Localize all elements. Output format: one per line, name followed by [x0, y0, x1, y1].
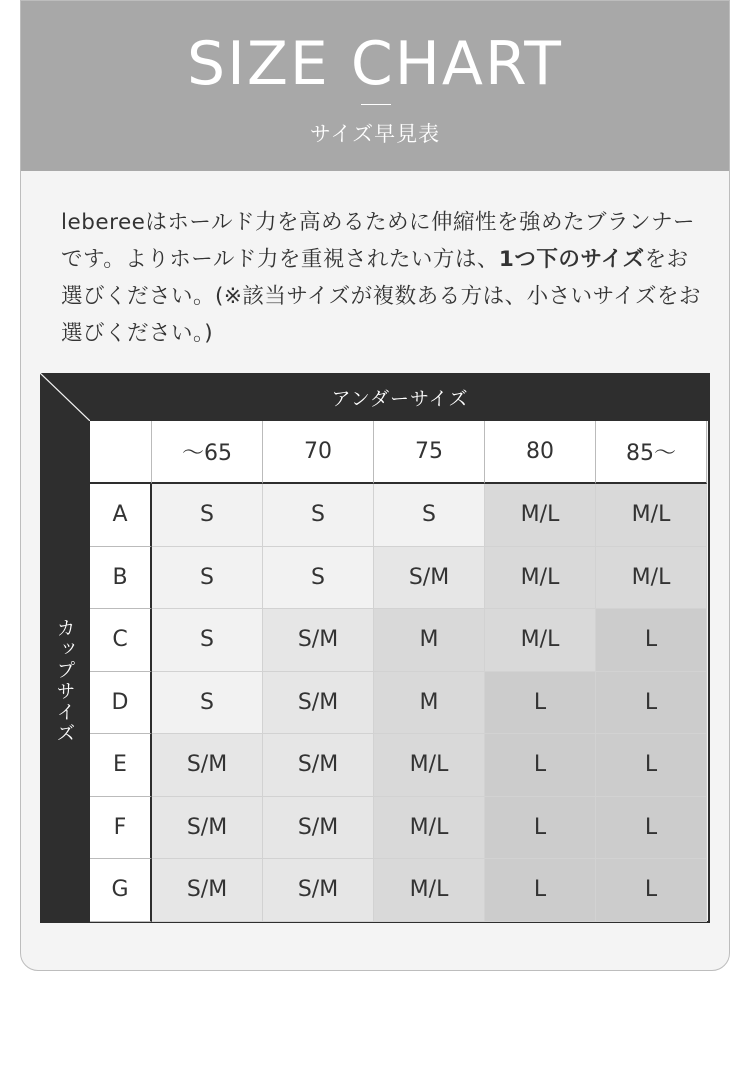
description-part1: lebereeはホールド力を高めるために伸縮性を強めたブランナーです。よりホールド力を重視されたい方は、: [61, 210, 695, 272]
size-cell: M/L: [374, 734, 485, 797]
size-cell: M/L: [485, 484, 596, 547]
size-cell: L: [485, 734, 596, 797]
column-header: 85〜: [596, 421, 707, 484]
size-table: [40, 373, 710, 923]
size-cell: S/M: [263, 859, 374, 922]
cup-size-sidebar: [40, 421, 90, 923]
size-cell: M: [374, 609, 485, 672]
row-header-cup: G: [90, 859, 152, 922]
size-cell: S: [152, 609, 263, 672]
size-cell: L: [596, 734, 707, 797]
size-cell: M/L: [485, 547, 596, 610]
size-cell: M: [374, 672, 485, 735]
size-cell: L: [485, 859, 596, 922]
size-cell: S: [152, 484, 263, 547]
description-bold: 1つ下のサイズ: [498, 247, 645, 272]
size-cell: L: [596, 797, 707, 860]
size-cell: L: [485, 672, 596, 735]
size-cell: S/M: [374, 547, 485, 610]
size-cell: M/L: [596, 484, 707, 547]
size-cell: S/M: [263, 609, 374, 672]
size-cell: L: [596, 859, 707, 922]
size-cell: S: [263, 547, 374, 610]
row-header-cup: E: [90, 734, 152, 797]
description-part2: をお選びください。(※該当サイズが複数ある方は、小さいサイズをお選びください。): [61, 247, 701, 346]
size-cell: L: [596, 672, 707, 735]
row-header-cup: A: [90, 484, 152, 547]
size-cell: S/M: [263, 734, 374, 797]
size-cell: S/M: [263, 797, 374, 860]
row-header-cup: D: [90, 672, 152, 735]
size-cell: M/L: [374, 859, 485, 922]
size-cell: S/M: [152, 797, 263, 860]
page-subtitle: サイズ早見表: [309, 122, 441, 146]
under-size-header: アンダーサイズ: [90, 373, 710, 421]
title-divider: [361, 104, 391, 105]
size-cell: L: [596, 609, 707, 672]
size-cell: M/L: [485, 609, 596, 672]
size-cell: M/L: [596, 547, 707, 610]
column-header: 70: [263, 421, 374, 484]
size-grid: [90, 421, 710, 923]
column-header: 〜65: [152, 421, 263, 484]
row-header-cup: C: [90, 609, 152, 672]
row-header-cup: B: [90, 547, 152, 610]
size-cell: S: [263, 484, 374, 547]
size-cell: L: [485, 797, 596, 860]
size-cell: S: [152, 547, 263, 610]
cup-size-label: カップサイズ: [53, 618, 76, 744]
table-corner: [40, 373, 90, 421]
column-header: 80: [485, 421, 596, 484]
row-header-cup: F: [90, 797, 152, 860]
column-header: 75: [374, 421, 485, 484]
size-cell: M/L: [374, 797, 485, 860]
page-title: SIZE CHART: [187, 29, 563, 99]
size-cell: S/M: [152, 859, 263, 922]
size-cell: S: [152, 672, 263, 735]
size-cell: S/M: [263, 672, 374, 735]
size-cell: S/M: [152, 734, 263, 797]
size-chart-header: [21, 1, 729, 171]
size-cell: S: [374, 484, 485, 547]
description-text: [61, 204, 701, 352]
header-blank-cell: [90, 421, 152, 484]
